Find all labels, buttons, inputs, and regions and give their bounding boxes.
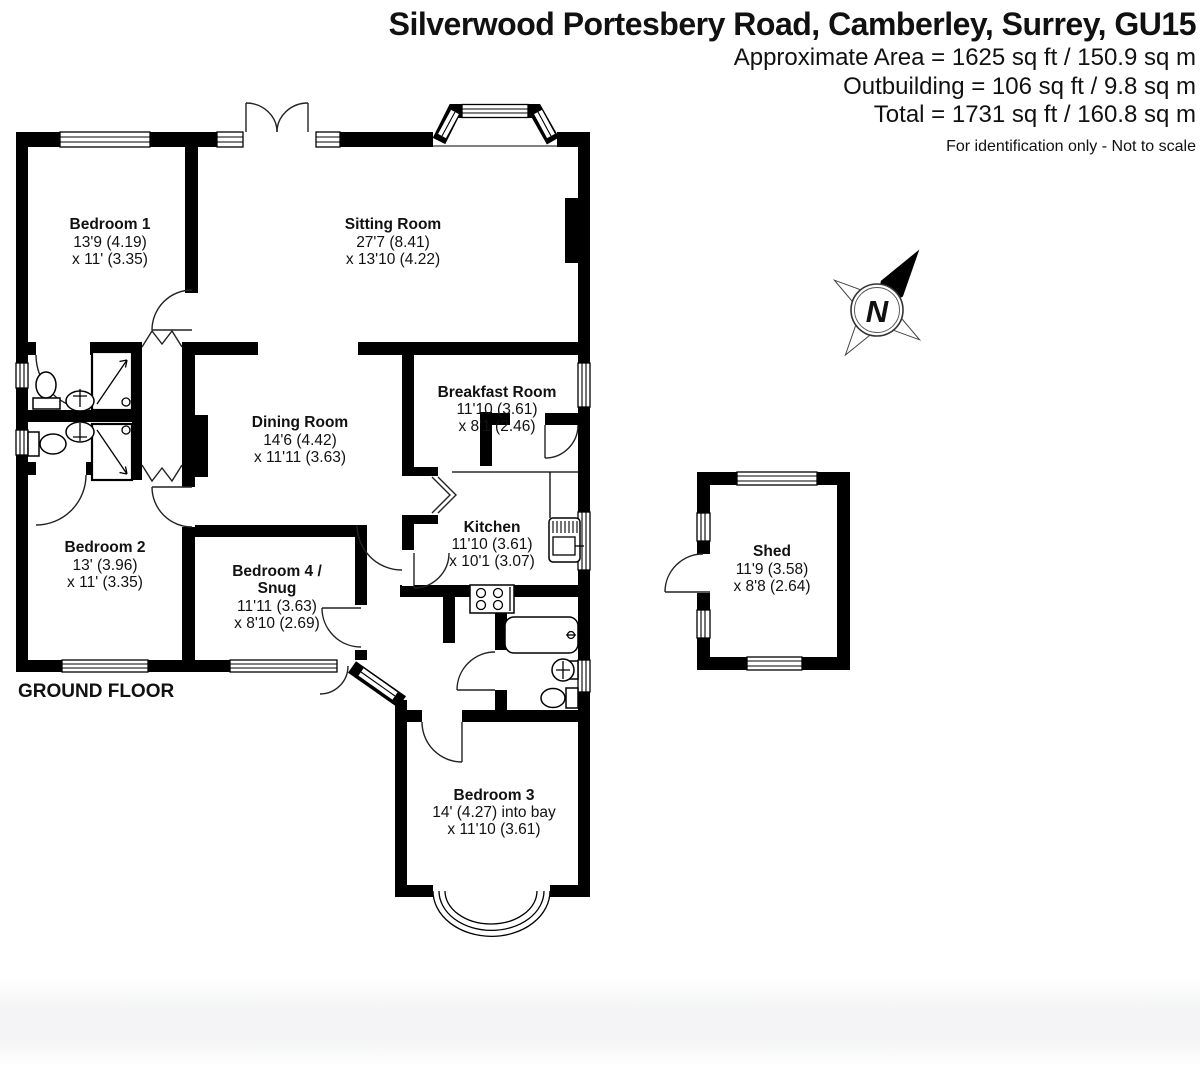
bath-icon [505,617,578,653]
window-icon [16,430,28,455]
window-icon [62,660,148,672]
bifold-door-icon [432,477,456,513]
room-dim: x 11'11 (3.63) [254,449,346,466]
window-icon [60,132,150,147]
bow-window-icon [433,891,550,936]
window-icon [16,363,28,388]
entrance-double-door-icon [246,103,308,132]
room-label-shed [733,543,810,595]
window-icon [697,610,710,638]
room-name: Bedroom 3 [453,787,535,804]
toilet-icon [33,372,60,409]
room-dim: 11'10 (3.61) [451,536,533,553]
room-dim: x 11'10 (3.61) [447,821,541,838]
ground-floor-label: GROUND FLOOR [18,681,175,702]
room-dim: x 8'1 (2.46) [458,418,536,435]
room-dim: 13' (3.96) [72,557,138,574]
room-label-kitchen [449,519,535,570]
room-label-sitting-room [345,216,441,268]
door-arc-icon [36,475,86,525]
disclaimer-text: For identification only - Not to scale [946,137,1196,155]
shower-icon [92,424,132,480]
compass-n-label: N [865,294,889,329]
outbuilding-area-text: Outbuilding = 106 sq ft / 9.8 sq m [843,72,1196,100]
room-name: Bedroom 4 / [232,563,322,580]
room-name: Dining Room [251,414,349,431]
window-icon [578,660,590,692]
window-icon [697,513,710,541]
room-name: Sitting Room [344,216,442,233]
window-icon [737,472,817,485]
room-label-breakfast-room [438,384,557,435]
total-area-text: Total = 1731 sq ft / 160.8 sq m [873,101,1196,128]
window-icon [230,660,337,672]
door-arc-icon [422,722,462,762]
door-arc-icon [152,290,192,330]
room-dim: 11'11 (3.63) [237,598,317,615]
room-dim: x 8'10 (2.69) [234,615,320,632]
room-name: Bedroom 1 [69,216,151,233]
room-dim: x 13'10 (4.22) [345,251,441,268]
shower-icon [92,352,132,410]
door-arc-icon [152,487,192,527]
room-label-bedroom-3 [432,787,556,838]
room-dim: 14' (4.27) into bay [432,804,556,821]
room-dim: x 10'1 (3.07) [449,553,535,570]
sink-icon [66,422,94,442]
room-label-bedroom-4-snug [232,563,322,632]
window-icon [578,363,590,407]
room-dim: x 11' (3.35) [72,251,148,268]
room-dim: 27'7 (8.41) [356,234,430,251]
room-dim: 14'6 (4.42) [263,432,337,449]
window-icon [316,132,340,147]
toilet-icon [28,432,66,456]
window-icon [217,132,243,147]
window-icon [358,668,398,700]
door-arc-icon [457,652,495,690]
room-dim: x 11' (3.35) [67,574,143,591]
window-icon [747,657,802,670]
kitchen-sink-icon [549,518,584,562]
room-name: Breakfast Room [437,384,557,401]
door-arc-icon [545,425,578,458]
room-dim: 11'10 (3.61) [456,401,538,418]
room-name: Snug [257,580,297,597]
hob-icon [470,585,514,613]
room-dim: x 8'8 (2.64) [733,578,811,595]
room-label-dining-room [252,414,348,466]
room-name: Shed [753,543,791,560]
room-label-bedroom-1 [70,216,151,268]
room-dim: 13'9 (4.19) [73,234,147,251]
bifold-door-icon [142,465,182,481]
kitchen-counter [452,472,578,518]
toilet-icon [541,688,578,708]
room-name: Kitchen [463,519,521,536]
compass-rose [834,251,919,355]
chimney-breast [565,198,578,263]
approximate-area-text: Approximate Area = 1625 sq ft / 150.9 sq m [733,44,1196,71]
page-title: Silverwood Portesbery Road, Camberley, Surrey, GU15 [388,6,1196,42]
bifold-door-icon [142,331,182,347]
room-name: Bedroom 2 [64,539,146,556]
sink-icon [552,659,578,681]
room-label-bedroom-2 [65,539,146,591]
door-arc-icon [414,553,449,588]
sink-icon [66,389,94,411]
room-dim: 11'9 (3.58) [735,561,809,578]
